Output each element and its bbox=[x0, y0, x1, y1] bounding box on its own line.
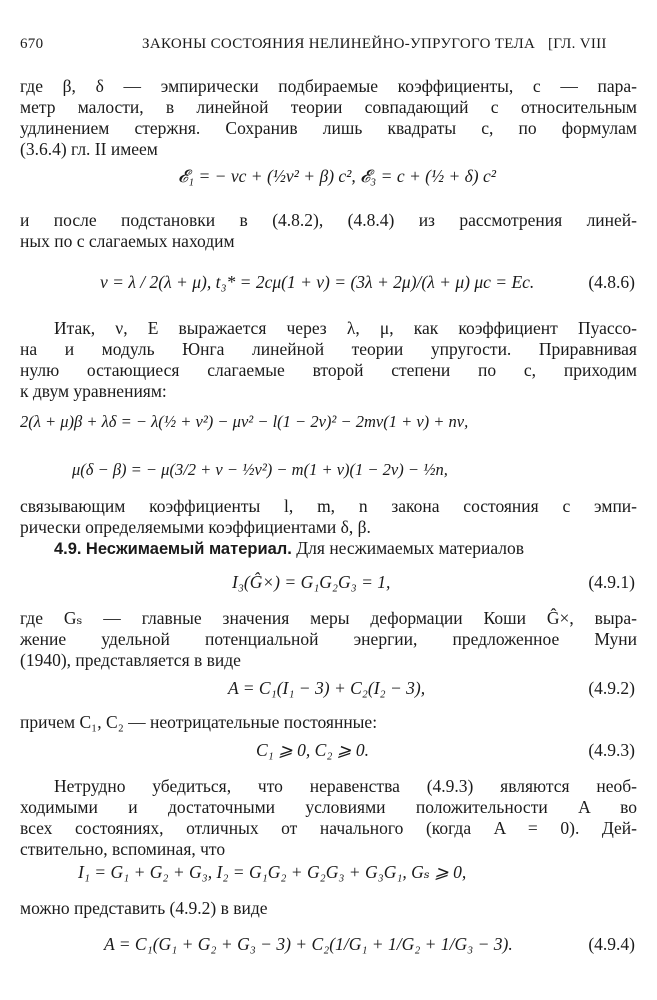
text-line: (1940), представляется в виде bbox=[20, 650, 241, 670]
equation-number: (4.9.3) bbox=[588, 740, 635, 760]
chapter-reference: [ГЛ. VIII bbox=[548, 36, 607, 52]
paragraph-3 bbox=[20, 318, 637, 402]
text-line: нулю остающиеся слагаемые второй степени по c, приходим bbox=[20, 360, 637, 380]
paragraph-2 bbox=[20, 210, 637, 252]
paragraph-5 bbox=[20, 608, 637, 671]
text-line: (3.6.4) гл. II имеем bbox=[20, 139, 158, 159]
section-heading bbox=[54, 538, 524, 559]
equation-number: (4.9.4) bbox=[588, 934, 635, 954]
text-line: и после подстановки в (4.8.2), (4.8.4) из рассмотрения линей- bbox=[20, 210, 637, 230]
section-number: 4.9. bbox=[54, 540, 82, 558]
equation-number: (4.9.1) bbox=[588, 572, 635, 592]
paragraph-4 bbox=[20, 496, 637, 538]
text-line: Итак, ν, E выражается через λ, μ, как коэффициент Пуассо- bbox=[54, 318, 637, 338]
text-line: удлинением стержня. Сохранив лишь квадраты c, по формулам bbox=[20, 118, 637, 138]
text-line: всех состояниях, отличных от начального (когда A = 0). Дей- bbox=[20, 818, 637, 838]
paragraph-7 bbox=[20, 776, 637, 860]
paragraph-8: можно представить (4.9.2) в виде bbox=[20, 898, 268, 918]
text-line: ствительно, вспоминая, что bbox=[20, 839, 226, 859]
text-line: метр малости, в линейной теории совпадающий с относительным bbox=[20, 97, 637, 117]
text-line: связывающим коэффициенты l, m, n закона состояния с эмпи- bbox=[20, 496, 637, 516]
text-line: к двум уравнениям: bbox=[20, 381, 167, 401]
running-title: ЗАКОНЫ СОСТОЯНИЯ НЕЛИНЕЙНО-УПРУГОГО ТЕЛА bbox=[142, 36, 536, 52]
text-line: где β, δ — эмпирически подбираемые коэффициенты, c — пара- bbox=[20, 76, 637, 96]
text-line: ходимыми и достаточными условиями положительности A во bbox=[20, 797, 637, 817]
paragraph-1 bbox=[20, 76, 637, 160]
equation-system-second: μ(δ − β) = − μ(3/2 + ν − ½ν²) − m(1 + ν)(1 − 2ν) − ½n, bbox=[72, 460, 448, 479]
equation-4-8-6: ν = λ / 2(λ + μ), t₃* = 2cμ(1 + ν) = (3λ + 2μ)/(λ + μ) μc = Ec. bbox=[100, 272, 535, 292]
equation-invariants: I₁ = G₁ + G₂ + G₃, I₂ = G₁G₂ + G₂G₃ + G₃G₁, Gₛ ⩾ 0, bbox=[78, 862, 467, 882]
text-line: рически определяемыми коэффициентами δ, β. bbox=[20, 517, 371, 537]
equation-4-9-3: C₁ ⩾ 0, C₂ ⩾ 0. bbox=[256, 740, 369, 760]
equation-4-9-2: A = C₁(I₁ − 3) + C₂(I₂ − 3), bbox=[228, 678, 426, 698]
text-line: Нетрудно убедиться, что неравенства (4.9.3) являются необ- bbox=[54, 776, 637, 796]
equation-number: (4.9.2) bbox=[588, 678, 635, 698]
page-number: 670 bbox=[20, 36, 44, 52]
equation-energy-invariants: 𝓔₁ = − νc + (½ν² + β) c², 𝓔₃ = c + (½ + δ) c² bbox=[178, 166, 497, 186]
text-line: на и модуль Юнга линейной теории упругости. Приравнивая bbox=[20, 339, 637, 359]
equation-system-first: 2(λ + μ)β + λδ = − λ(½ + ν²) − μν² − l(1 − 2ν)² − 2mν(1 + ν) + nν, bbox=[20, 412, 469, 431]
text-line: жение удельной потенциальной энергии, предложенное Муни bbox=[20, 629, 637, 649]
paragraph-6: причем C₁, C₂ — неотрицательные постоянные: bbox=[20, 712, 378, 732]
equation-4-9-1: I₃(Ĝ×) = G₁G₂G₃ = 1, bbox=[232, 572, 391, 592]
equation-4-9-4: A = C₁(G₁ + G₂ + G₃ − 3) + C₂(1/G₁ + 1/G₂ + 1/G₃ − 3). bbox=[104, 934, 513, 954]
text-line: ных по c слагаемых находим bbox=[20, 231, 235, 251]
section-text: Для несжимаемых материалов bbox=[296, 538, 525, 558]
section-title: Несжимаемый материал. bbox=[85, 540, 292, 558]
equation-number: (4.8.6) bbox=[588, 272, 635, 292]
text-line: где Gₛ — главные значения меры деформации Коши Ĝ×, выра- bbox=[20, 608, 637, 628]
